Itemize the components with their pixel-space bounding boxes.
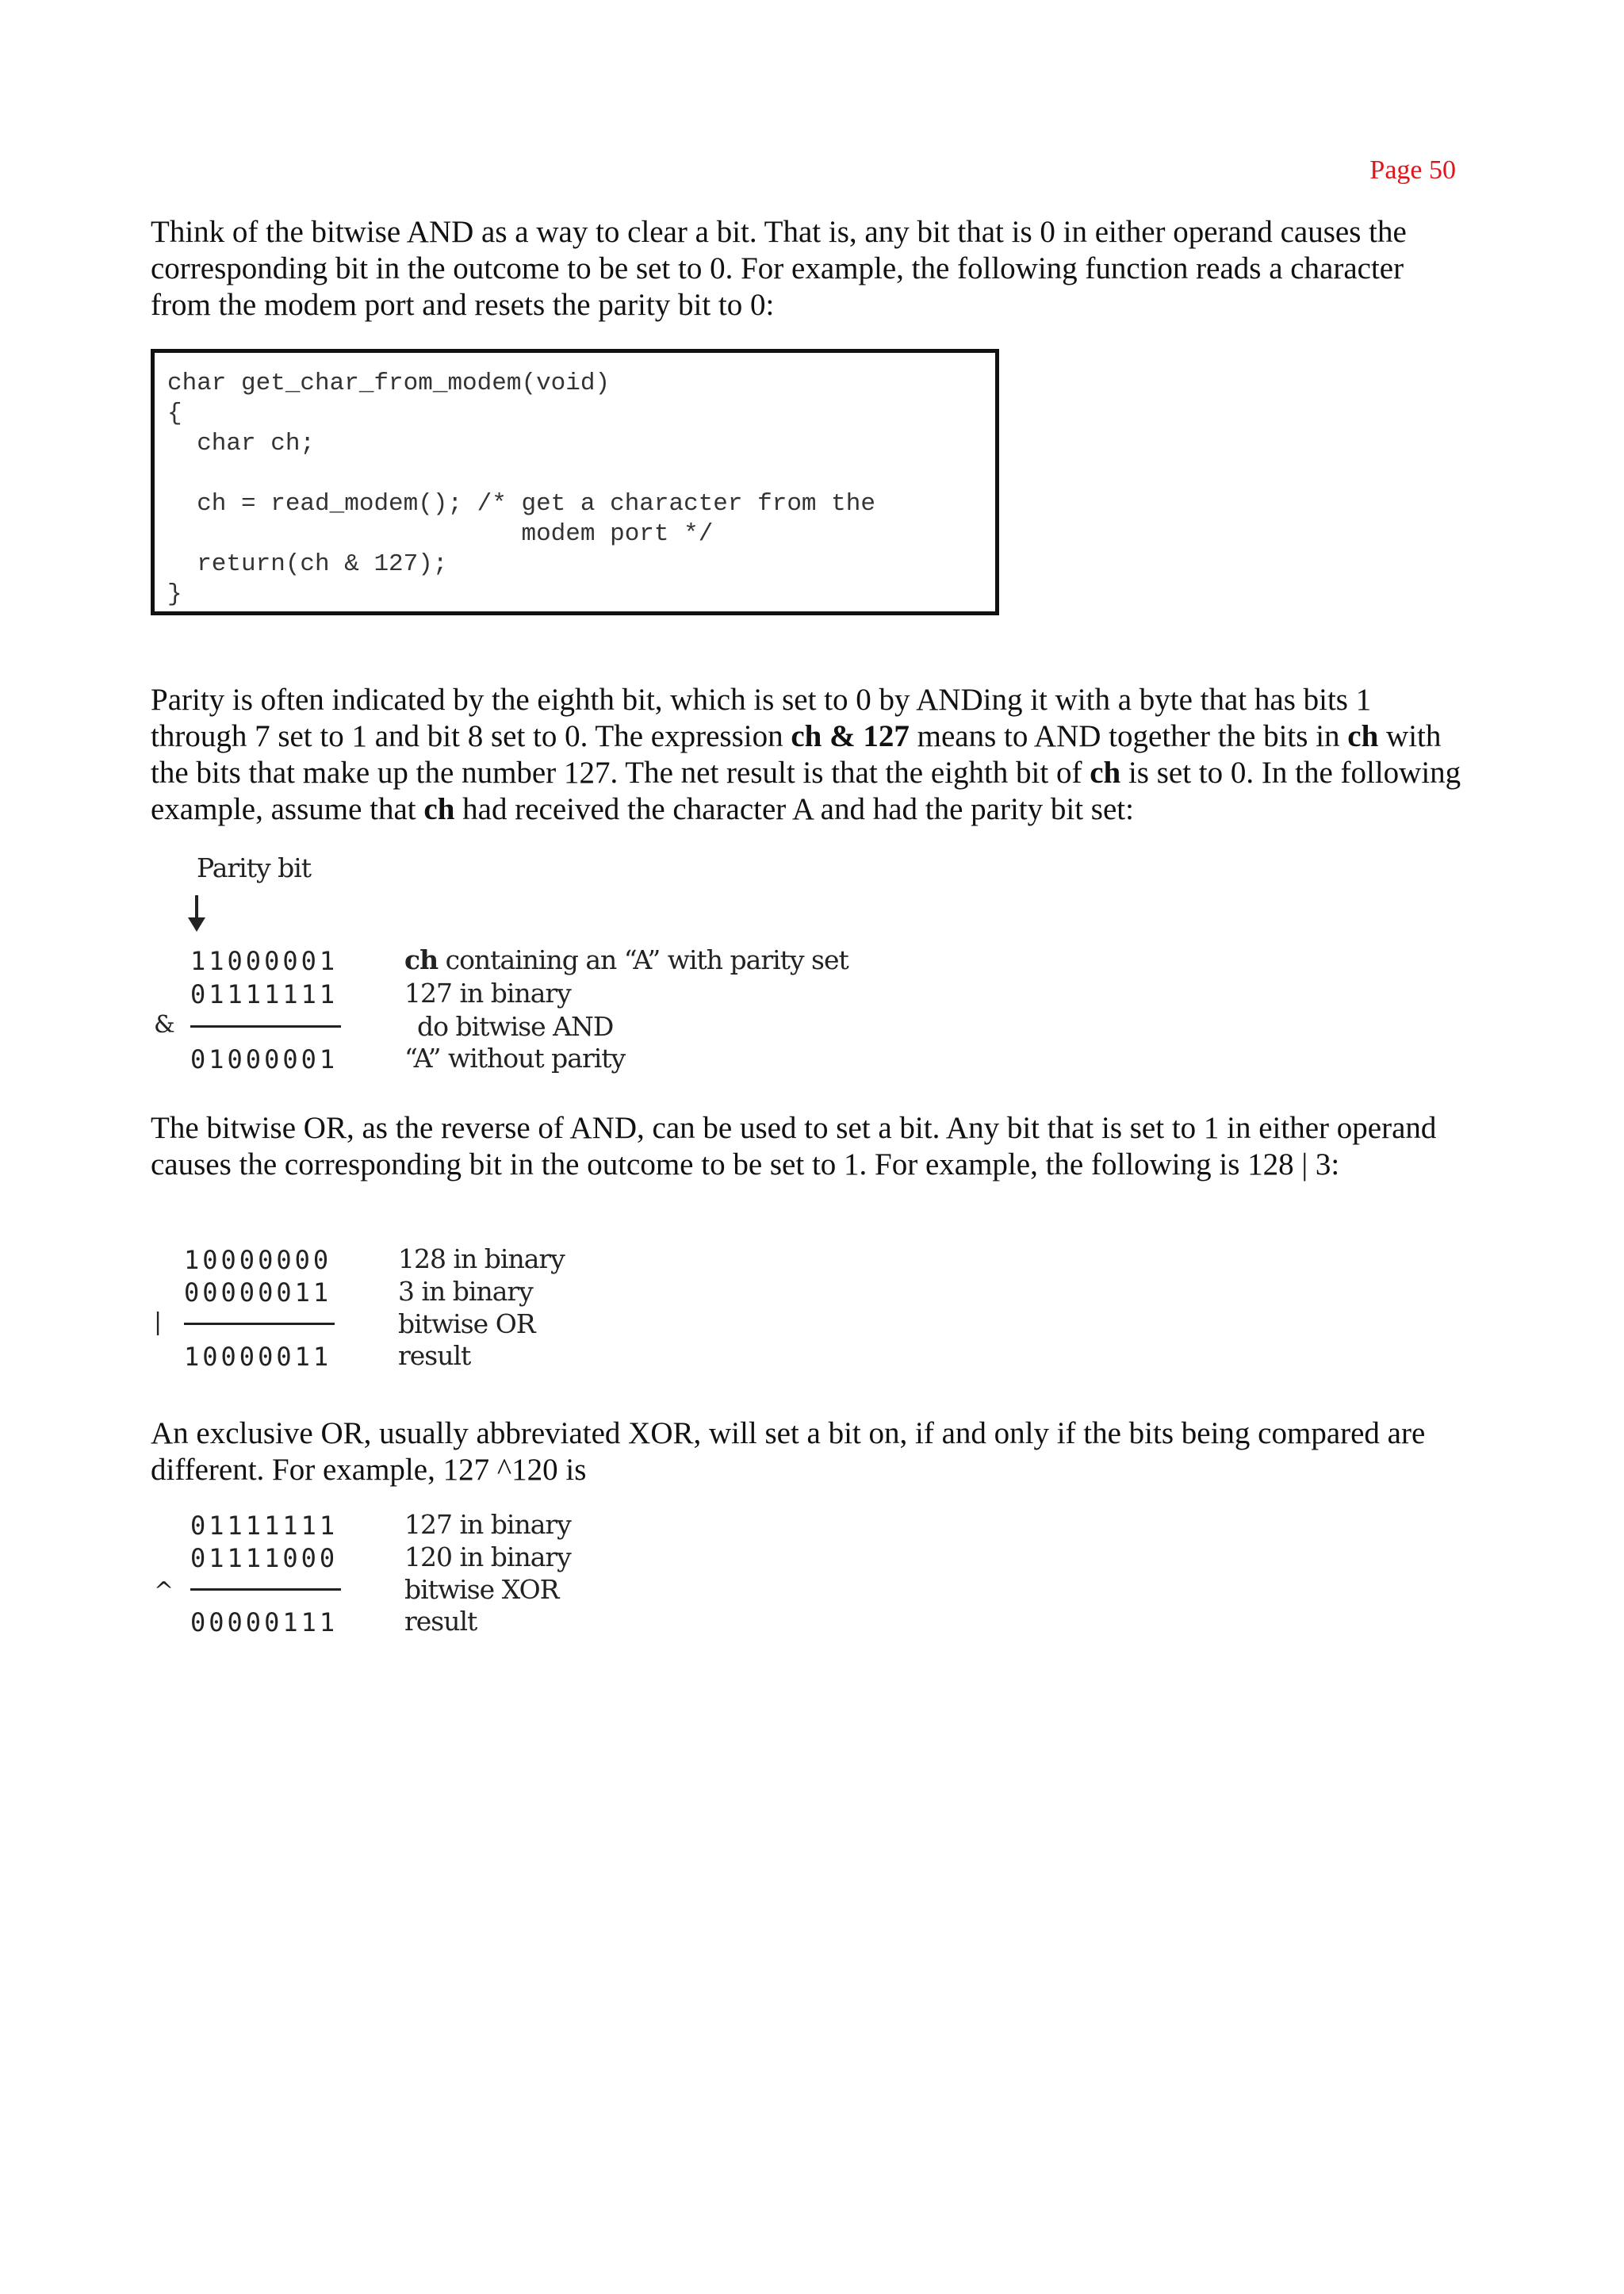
sum-rule: [184, 1323, 335, 1325]
bits-annotation: 127 in binary: [404, 1509, 571, 1540]
para-bold: ch: [1347, 719, 1379, 753]
para-text: is set to 0. In the following example, assume that: [151, 756, 1461, 826]
result-bits: 10000011: [184, 1342, 332, 1372]
bits-annotation: result: [398, 1340, 471, 1371]
bits-annotation: [404, 944, 848, 975]
paragraph-bitwise-or: The bitwise OR, as the reverse of AND, can be used to set a bit. Any bit that is set to 1 in either operand causes the corresponding bit in the outcome to be set to 1. For example, the following is 128 | 3:: [151, 1111, 1437, 1181]
para-bold: ch: [1090, 756, 1121, 790]
bits-annotation: result: [404, 1606, 477, 1637]
bits-annotation: “A” without parity: [404, 1043, 626, 1074]
and-operator: &: [154, 1011, 175, 1039]
operand-bits: 11000001: [190, 946, 339, 976]
code-listing-box: [151, 349, 999, 615]
annotation-text: containing an “A” with parity set: [438, 944, 848, 975]
para-text: Parity is often indicated by the eighth bit, which is set to 0 by ANDing it with a byte that has bits 1 through 7 set to 1 and bit 8 set to 0. The expression: [151, 683, 1372, 753]
operand-bits: 01111111: [190, 979, 339, 1009]
result-bits: 00000111: [190, 1607, 339, 1637]
parity-bit-label: Parity bit: [197, 852, 312, 883]
figure-bitwise-xor: [151, 1511, 706, 1649]
bits-annotation: bitwise XOR: [404, 1574, 559, 1605]
down-arrow-icon: [195, 895, 198, 919]
sum-rule: [190, 1025, 341, 1028]
page-number: Page 50: [1369, 155, 1456, 185]
operand-bits: 01111000: [190, 1543, 339, 1573]
bits-annotation: 3 in binary: [398, 1276, 533, 1307]
figure-bitwise-or: [151, 1245, 706, 1384]
figure-bitwise-and: [151, 852, 864, 1082]
para-bold: ch & 127: [791, 719, 910, 753]
bits-annotation: 128 in binary: [398, 1243, 565, 1274]
annotation-bold: ch: [404, 944, 439, 975]
para-bold: ch: [423, 792, 455, 826]
operand-bits: 01111111: [190, 1511, 339, 1541]
xor-operator: ^: [154, 1577, 174, 1605]
operand-bits: 10000000: [184, 1245, 332, 1275]
or-operator: |: [154, 1308, 163, 1336]
para-text: means to AND together the bits in: [909, 719, 1348, 753]
para-text: with the bits that make up the number 127. The net result is that the eighth bit of: [151, 719, 1442, 790]
paragraph-bitwise-xor: An exclusive OR, usually abbreviated XOR, will set a bit on, if and only if the bits being compared are different. For example, 127 ^120 is: [151, 1416, 1426, 1487]
paragraph-and-intro: Think of the bitwise AND as a way to clear a bit. That is, any bit that is 0 in either operand causes the corresponding bit in the outcome to be set to 0. For example, the following function reads a character from the modem port and resets the parity bit to 0:: [151, 215, 1407, 322]
down-arrow-head-icon: [188, 917, 205, 932]
bits-annotation: bitwise OR: [398, 1308, 535, 1339]
operand-bits: 00000011: [184, 1277, 332, 1308]
bits-annotation: do bitwise AND: [417, 1011, 614, 1042]
sum-rule: [190, 1588, 341, 1591]
para-text: had received the character A and had the parity bit set:: [454, 792, 1134, 826]
code-listing: char get_char_from_modem(void) { char ch; ch = read_modem(); /* get a character from the modem port */ return(ch & 127); }: [167, 370, 875, 608]
bits-annotation: 120 in binary: [404, 1541, 571, 1572]
bits-annotation: 127 in binary: [404, 978, 571, 1009]
paragraph-parity: [151, 682, 1467, 828]
result-bits: 01000001: [190, 1044, 339, 1074]
